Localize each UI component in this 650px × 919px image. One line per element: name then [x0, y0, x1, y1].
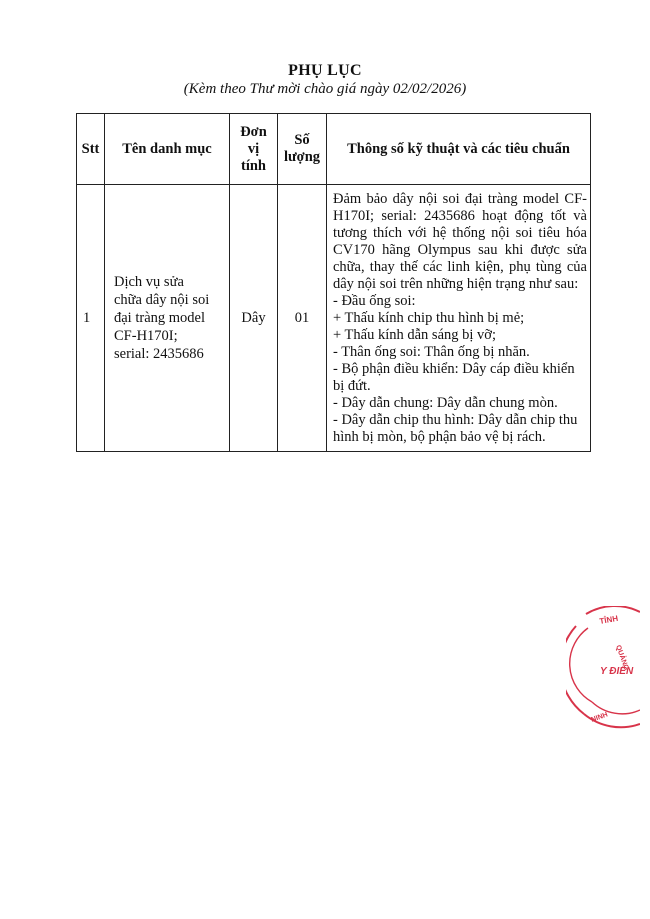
item-name-line: chữa dây nội soi [114, 292, 210, 308]
header-unit-line: Đơn [240, 123, 267, 140]
header-unit [230, 114, 278, 185]
document-title: PHỤ LỤC [288, 62, 362, 79]
header-specification: Thông số kỹ thuật và các tiêu chuẩn [327, 114, 591, 185]
row-item-name [105, 185, 230, 452]
item-name-line: đại tràng model [114, 310, 206, 326]
spec-intro: Đảm bảo dây nội soi đại tràng model CF-H170I; serial: 2435686 hoạt động tốt và tương thích với hệ thống nội soi tiêu hóa CV170 hãng Olympus sau khi được sửa chữa, thay thế các linh kiện, phụ tùng của dây nội soi trên những hiện trạng như sau: [333, 190, 587, 292]
row-stt: 1 [77, 185, 105, 452]
seal-center-text: Y ĐIỂN [600, 666, 634, 677]
item-name-line: serial: 2435686 [114, 346, 204, 362]
header-item-name: Tên danh mục [105, 114, 230, 185]
header-quantity-line: lượng [283, 149, 321, 165]
item-name-line: CF-H170I; [114, 328, 178, 344]
spec-item: - Bộ phận điều khiển: Dây cáp điều khiển bị đứt. [333, 360, 575, 394]
spec-item: + Thấu kính chip thu hình bị mẻ; [333, 309, 525, 326]
spec-item: - Đầu ống soi: [333, 292, 416, 309]
spec-item: - Dây dẫn chung: Dây dẫn chung mòn. [333, 394, 558, 411]
document-subtitle: (Kèm theo Thư mời chào giá ngày 02/02/2026) [183, 81, 467, 97]
spec-item: + Thấu kính dẫn sáng bị vỡ; [333, 326, 496, 343]
row-quantity: 01 [278, 185, 327, 452]
header-quantity [278, 114, 327, 185]
header-unit-line: tính [241, 157, 266, 174]
seal-bottom-text: NINH [590, 711, 609, 724]
official-seal-stamp [566, 606, 640, 734]
header-stt: Stt [77, 114, 105, 185]
table-header-row [77, 114, 591, 185]
header-unit-line: vị [247, 140, 260, 157]
table-row [77, 185, 591, 452]
seal-right-text: QUẢNG [614, 644, 630, 672]
row-specification [327, 185, 591, 452]
seal-top-text: TỈNH [598, 613, 619, 626]
row-unit: Dây [230, 185, 278, 452]
header-quantity-line: Số [294, 132, 310, 148]
spec-item: - Thân ống soi: Thân ống bị nhăn. [333, 343, 530, 360]
spec-item: - Dây dẫn chip thu hình: Dây dẫn chip thu hình bị mòn, bộ phận bảo vệ bị rách. [333, 411, 578, 445]
item-name-line: Dịch vụ sửa [114, 274, 184, 290]
specification-table [76, 113, 591, 452]
